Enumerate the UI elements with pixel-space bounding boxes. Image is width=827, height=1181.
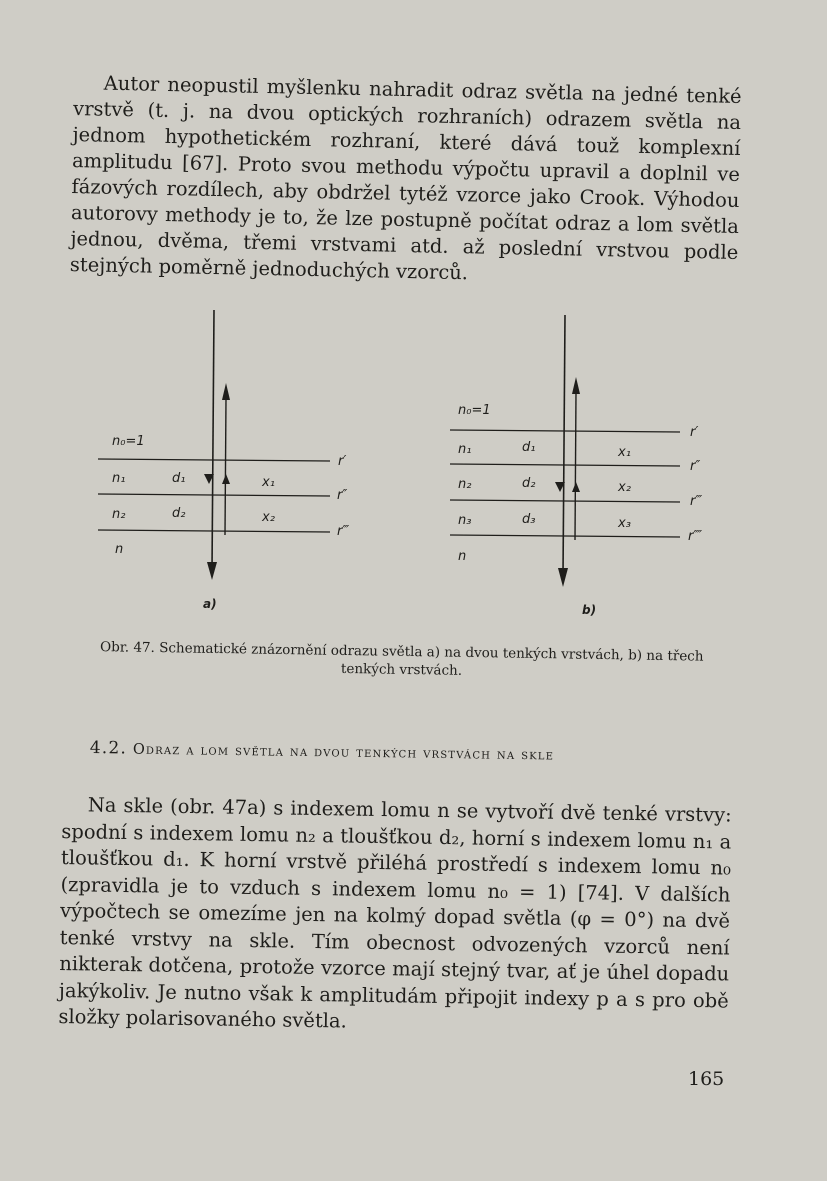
label-b-x2: x₂ xyxy=(618,480,631,495)
figure-panel-b xyxy=(450,315,680,587)
boundary-line-a3 xyxy=(98,530,330,532)
label-b-d3: d₃ xyxy=(522,512,536,527)
paragraph-body xyxy=(58,792,732,1041)
label-a-n2: n₂ xyxy=(112,507,126,522)
label-a-d1: d₁ xyxy=(172,471,186,486)
reflected-ray-a xyxy=(225,398,226,535)
page-number: 165 xyxy=(688,1068,725,1090)
label-a-n1: n₁ xyxy=(112,471,126,486)
label-a-d2: d₂ xyxy=(172,506,186,521)
label-a-n0: n₀=1 xyxy=(112,434,145,449)
boundary-line-a1 xyxy=(98,459,330,461)
boundary-line-a2 xyxy=(98,494,330,496)
label-a-x1: x₁ xyxy=(262,475,275,490)
label-b-d2: d₂ xyxy=(522,476,536,491)
label-b-n3: n₃ xyxy=(458,513,472,528)
label-b-n0: n₀=1 xyxy=(458,403,491,418)
panel-label-a: a) xyxy=(203,597,217,611)
section-number: 4.2. xyxy=(89,738,128,759)
label-a-r1: r′ xyxy=(338,454,347,469)
label-b-r1: r′ xyxy=(690,425,699,440)
label-b-x1: x₁ xyxy=(618,445,631,460)
figure-panel-b-labels xyxy=(458,403,702,617)
panel-label-b: b) xyxy=(582,603,597,617)
arrow-small-up-a xyxy=(222,474,230,484)
label-a-r2: r″ xyxy=(337,488,348,503)
paragraph-intro-text: Autor neopustil myšlenku nahradit odraz světla na jedné tenké vrstvě (t. j. na dvou optických rozhraních) odrazem světla na jednom hypothetickém rozhraní, které dává touž komplexní amplitudu [67]. Proto svou methodu výpočtu upravil a doplnil ve fázových rozdílech, aby obdržel tytéž vzorce jako Crook. Výhodou autorovy methody je to, že lze postupně počítat odraz a lom světla jednou, dvěma, třemi vrstvami atd. až poslední vrstvou podle stejných poměrně jednoduchých vzorců. xyxy=(69,71,742,285)
reflected-ray-b xyxy=(575,392,576,540)
label-b-r4: r⁗ xyxy=(688,529,702,544)
arrow-up-a xyxy=(222,383,230,400)
figure-caption: Obr. 47. Schematické znázornění odrazu světla a) na dvou tenkých vrstvách, b) na třech tenkých vrstvách. xyxy=(99,639,704,679)
section-title: Odraz a lom světla na dvou tenkých vrstvách na skle xyxy=(132,741,555,764)
arrow-up-b xyxy=(572,377,580,394)
label-b-r3: r‴ xyxy=(690,494,703,509)
label-b-n1: n₁ xyxy=(458,442,472,457)
section-heading xyxy=(90,738,730,767)
boundary-line-b1 xyxy=(450,430,680,432)
arrow-small-up-b xyxy=(572,482,580,492)
label-b-d1: d₁ xyxy=(522,440,536,455)
label-a-x2: x₂ xyxy=(262,510,275,525)
label-b-x3: x₃ xyxy=(618,516,631,531)
label-a-n: n xyxy=(115,542,124,557)
label-b-n: n xyxy=(458,549,467,564)
label-a-r3: r‴ xyxy=(337,524,350,539)
boundary-line-b4 xyxy=(450,535,680,537)
boundary-line-b2 xyxy=(450,464,680,466)
paragraph-body-text: Na skle (obr. 47a) s indexem lomu n se vytvoří dvě tenké vrstvy: spodní s indexem lomu n₂ a tloušťkou d₂, horní s indexem lomu n₁ a tloušťkou d₁. K horní vrstvě přiléhá prostředí s indexem lomu n₀ (zpravidla je to vzduch s indexem lomu n₀ = 1) [74]. V dalších výpočtech se omezíme jen na kolmý dopad světla (φ = 0°) na dvě tenké vrstvy na skle. Tím obecnost odvozených vzorců není nikterak dotčena, protože vzorce mají stejný tvar, ať je úhel dopadu jakýkoliv. Je nutno však k amplitudám připojit indexy p a s pro obě složky polarisovaného světla. xyxy=(58,793,732,1033)
arrow-down-b xyxy=(558,568,568,587)
arrow-down-a xyxy=(207,562,217,580)
label-b-n2: n₂ xyxy=(458,477,472,492)
label-b-r2: r″ xyxy=(690,459,701,474)
boundary-line-b3 xyxy=(450,500,680,502)
